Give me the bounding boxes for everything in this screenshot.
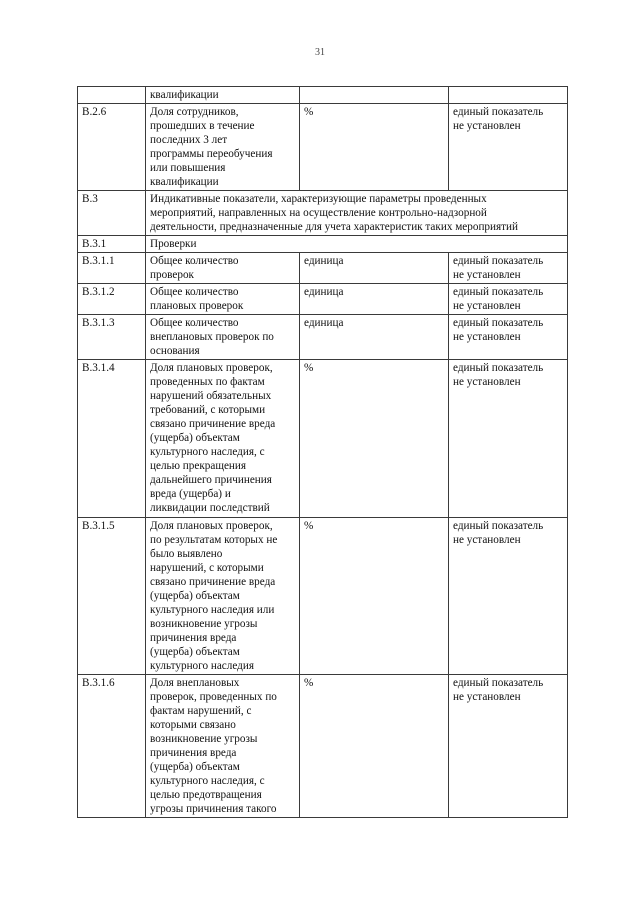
section-row [78,236,568,253]
row-unit: % [300,360,449,518]
row-name: Доля внеплановых проверок, проведенных по фактам нарушений, с которыми связано возникновение угрозы причинения вреда (ущерба) объектам культурного наследия, с целью предотвращения угрозы причинения такого [146,675,300,818]
table-row [78,87,568,104]
row-code: В.3.1.1 [78,253,146,284]
row-code: В.3.1.6 [78,675,146,818]
row-note: единый показатель не установлен [449,518,568,675]
row-code: В.3.1.2 [78,284,146,315]
row-unit: единица [300,284,449,315]
row-unit: % [300,104,449,191]
row-code: В.3.1.5 [78,518,146,675]
row-note: единый показатель не установлен [449,284,568,315]
row-name: Общее количество проверок [146,253,300,284]
row-name: Общее количество внеплановых проверок по основания [146,315,300,360]
row-unit: единица [300,315,449,360]
row-code: В.2.6 [78,104,146,191]
row-unit [300,87,449,104]
row-unit: % [300,675,449,818]
table-row [78,284,568,315]
row-code: В.3.1 [78,236,146,253]
row-note: единый показатель не установлен [449,253,568,284]
row-name: Доля сотрудников, прошедших в течение последних 3 лет программы переобучения или повышения квалификации [146,104,300,191]
row-note [449,87,568,104]
row-unit: единица [300,253,449,284]
row-name: Доля плановых проверок, по результатам которых не было выявлено нарушений, с которыми связано причинение вреда (ущерба) объектам культурного наследия или возникновение угрозы причинения вреда (ущерба) объектам культурного наследия [146,518,300,675]
row-code: В.3.1.4 [78,360,146,518]
table-row [78,104,568,191]
row-note: единый показатель не установлен [449,675,568,818]
table-row [78,253,568,284]
row-name: Доля плановых проверок, проведенных по фактам нарушений обязательных требований, с которыми связано причинение вреда (ущерба) объектам культурного наследия, с целью прекращения дальнейшего причинения вреда (ущерба) и ликвидации последствий [146,360,300,518]
section-row [78,191,568,236]
section-title: Индикативные показатели, характеризующие параметры проведенных мероприятий, направленных на осуществление контрольно-надзорной деятельности, предназначенные для учета характеристик таких мероприятий [146,191,568,236]
indicators-table [77,86,568,818]
row-note: единый показатель не установлен [449,104,568,191]
row-code [78,87,146,104]
row-note: единый показатель не установлен [449,360,568,518]
page-number: 31 [315,47,325,58]
row-name: Общее количество плановых проверок [146,284,300,315]
table-row [78,360,568,518]
row-code: В.3 [78,191,146,236]
row-name: квалификации [146,87,300,104]
table-row [78,675,568,818]
table-row [78,315,568,360]
row-code: В.3.1.3 [78,315,146,360]
row-unit: % [300,518,449,675]
table-row [78,518,568,675]
row-note: единый показатель не установлен [449,315,568,360]
section-title: Проверки [146,236,568,253]
